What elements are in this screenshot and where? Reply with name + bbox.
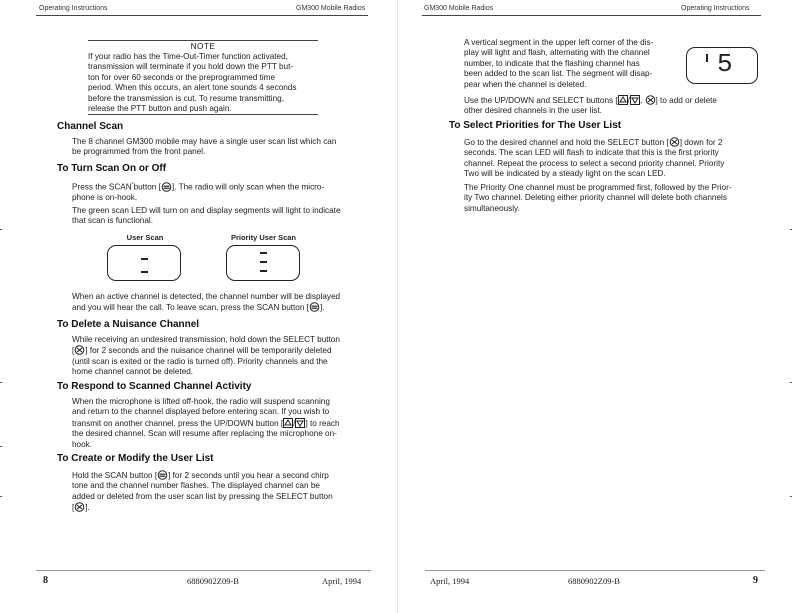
updown-line: Use the UP/DOWN and SELECT buttons [ / , ] to add or delete [464, 96, 717, 105]
margin-mark [0, 229, 2, 230]
margin-mark [790, 229, 792, 230]
select-button-icon [669, 137, 680, 147]
vertical-scan-segment [706, 54, 708, 62]
turn-scan-text: ]. [319, 303, 325, 313]
nuisance-body [72, 335, 377, 378]
respond-line: When the microphone is lifted off-hook, the radio will suspend scanning [72, 397, 330, 406]
margin-mark [0, 382, 2, 383]
margin-mark [0, 496, 2, 497]
turn-scan-paragraph-1 [72, 180, 372, 204]
margin-mark [0, 446, 2, 447]
modify-line [72, 502, 377, 513]
modify-heading: To Create or Modify the User List [57, 453, 214, 464]
updown-text: Use the UP/DOWN and SELECT buttons [ [464, 96, 618, 105]
note-line: period. When this occurs, an alert tone sounds 4 seconds [88, 83, 297, 93]
modify-text: [ [72, 503, 75, 513]
scan-button-icon [157, 470, 168, 480]
turn-scan-heading: To Turn Scan On or Off [57, 163, 167, 174]
respond-line: and return to the channel displayed before entering scan. If you wish to [72, 407, 330, 417]
note-line: ton for over 60 seconds or the preprogrammed time [88, 72, 276, 82]
channel-scan-body [72, 137, 372, 158]
modify-text: Hold the SCAN button [ [72, 471, 158, 480]
channel-scan-line: be programmed from the front panel. [72, 147, 206, 157]
left-page-number: 8 [43, 575, 48, 586]
select-button-icon [74, 502, 85, 512]
turn-scan-line: When an active channel is detected, the channel number will be displayed [72, 292, 341, 301]
note-bottom-rule [88, 114, 318, 115]
modify-text: ]. [85, 503, 90, 513]
left-header-title: Operating Instructions [39, 5, 108, 12]
note-top-rule [88, 40, 318, 41]
right-footer-code: 6880902Z09-B [568, 576, 620, 586]
vertical-segment-line: number, to indicate that the flashing channel has [464, 58, 640, 68]
vertical-segment-line: A vertical segment in the upper left corner of the dis- [464, 38, 654, 47]
note-body [88, 52, 328, 114]
respond-line: hook. [72, 439, 93, 449]
nuisance-line: (until scan is exited or the radio is turned off). Priority channels and the [72, 356, 328, 366]
priorities-line: The Priority One channel must be programmed first, followed by the Prior- [464, 183, 732, 192]
down-button-icon [630, 95, 643, 105]
priorities-line: seconds. The scan LED will flash to indicate that this is the first priority [464, 148, 719, 158]
respond-heading: To Respond to Scanned Channel Activity [57, 381, 252, 392]
select-button-icon [645, 95, 656, 105]
channel-scan-heading: Channel Scan [57, 121, 124, 132]
nuisance-text: ] for 2 seconds and the nuisance channel will be temporarily deleted [85, 346, 332, 356]
nuisance-line [72, 345, 377, 356]
priorities-line: Two will be indicated by a steady light on the scan LED. [464, 169, 666, 179]
nuisance-text: [ [72, 346, 75, 356]
modify-line: added or deleted from the user scan list by pressing the SELECT button [72, 491, 333, 501]
left-header-rule [36, 15, 368, 16]
updown-paragraph [464, 95, 764, 117]
nuisance-line: While receiving an undesired transmission, hold down the SELECT button [72, 335, 340, 344]
left-footer-rule [36, 570, 371, 571]
modify-line [72, 470, 377, 481]
note-title: NOTE [190, 42, 216, 51]
scan-button-icon [161, 182, 172, 192]
turn-scan-paragraph-2 [72, 206, 372, 227]
priorities-text: ] down for 2 [679, 138, 723, 147]
display-segment [260, 252, 267, 254]
modify-line: tone and the channel number flashes. The displayed channel can be [72, 481, 320, 491]
respond-line: transmit on another channel, press the UP/DOWN button [ / ] to reach [72, 418, 340, 428]
scan-button-icon [309, 302, 320, 312]
channel-scan-line: The 8 channel GM300 mobile may have a single user scan list which can [72, 137, 337, 146]
modify-text: ] for 2 seconds until you hear a second chirp [168, 471, 329, 480]
note-line: transmission will terminate if you hold down the PTT but- [88, 62, 294, 72]
turn-scan-text: and you will hear the call. To leave scan, press the SCAN button [ [72, 303, 309, 313]
priorities-line: ity Two channel. Deleting either priority channel will delete both channels [464, 193, 727, 203]
updown-text: , [639, 96, 643, 105]
turn-scan-text: Press the SCAN [72, 182, 132, 192]
channel-display [686, 47, 758, 84]
priorities-line: simultaneously. [464, 203, 520, 213]
right-header-title: Operating Instructions [681, 5, 750, 12]
vertical-segment-line: play will light and flash, alternating with the channel [464, 48, 650, 58]
note-line: release the PTT button and push again. [88, 104, 232, 114]
nuisance-line: home channel cannot be deleted. [72, 367, 194, 377]
turn-scan-line: phone is on-hook. [72, 193, 138, 203]
respond-body [72, 397, 377, 450]
priorities-line [464, 137, 774, 148]
right-header-product: GM300 Mobile Radios [424, 5, 494, 12]
turn-scan-line: The green scan LED will turn on and display segments will light to indicate [72, 206, 341, 215]
display-segment [141, 271, 148, 273]
margin-mark [790, 382, 792, 383]
left-footer-code: 6880902Z09-B [187, 576, 239, 586]
priorities-heading: To Select Priorities for The User List [449, 120, 622, 131]
channel-digit: 5 [717, 49, 733, 79]
respond-text: transmit on another channel, press the UP/DOWN button [ [72, 418, 284, 428]
right-page-number: 9 [753, 575, 758, 586]
right-footer-date: April, 1994 [430, 576, 470, 586]
priorities-text: Go to the desired channel and hold the SELECT button [ [464, 138, 669, 147]
vertical-segment-paragraph [464, 38, 689, 90]
right-header-rule [422, 15, 761, 16]
select-button-icon [74, 345, 85, 355]
priorities-paragraph-1 [464, 137, 774, 180]
updown-line: other desired channels in the user list. [464, 106, 602, 116]
priority-user-scan-display [226, 245, 300, 281]
user-scan-label: User Scan [126, 233, 164, 242]
note-line: before the transmission is cut. To resume transmitting, [88, 93, 284, 103]
priorities-paragraph-2 [464, 183, 774, 214]
turn-scan-text: button [ [133, 182, 161, 192]
modify-body [72, 470, 377, 514]
priority-user-scan-label: Priority User Scan [230, 233, 297, 242]
vertical-segment-line: pear when the channel is deleted. [464, 79, 587, 89]
user-scan-display [107, 245, 181, 281]
right-footer-rule [425, 570, 765, 571]
nuisance-heading: To Delete a Nuisance Channel [57, 319, 200, 330]
respond-line: the desired channel. Scan will resume after replacing the microphone on- [72, 429, 337, 439]
turn-scan-line: Press the SCAN*button [ ]. The radio will only scan when the micro- [72, 182, 325, 192]
down-button-icon [295, 418, 305, 428]
turn-scan-paragraph-3 [72, 292, 377, 314]
turn-scan-line [72, 302, 377, 313]
display-segment [141, 258, 148, 260]
display-segment [260, 270, 267, 272]
left-footer-date: April, 1994 [322, 576, 362, 586]
display-segment [260, 261, 267, 263]
respond-text: ] to reach [305, 418, 340, 428]
up-button-icon [283, 418, 293, 428]
updown-text: ] to add or delete [655, 96, 717, 105]
left-header-product: GM300 Mobile Radios [296, 5, 366, 12]
page-gutter [397, 0, 398, 613]
vertical-segment-line: been added to the scan list. The segment will disap- [464, 69, 653, 79]
note-line: If your radio has the Time-Out-Timer function activated, [88, 52, 288, 61]
priorities-line: channel. Repeat the process to select a second priority channel. Priority [464, 158, 725, 168]
turn-scan-line: that scan is functional. [72, 216, 154, 226]
turn-scan-text: ]. The radio will only scan when the micro- [171, 182, 325, 192]
margin-mark [790, 496, 792, 497]
up-button-icon [618, 95, 628, 105]
